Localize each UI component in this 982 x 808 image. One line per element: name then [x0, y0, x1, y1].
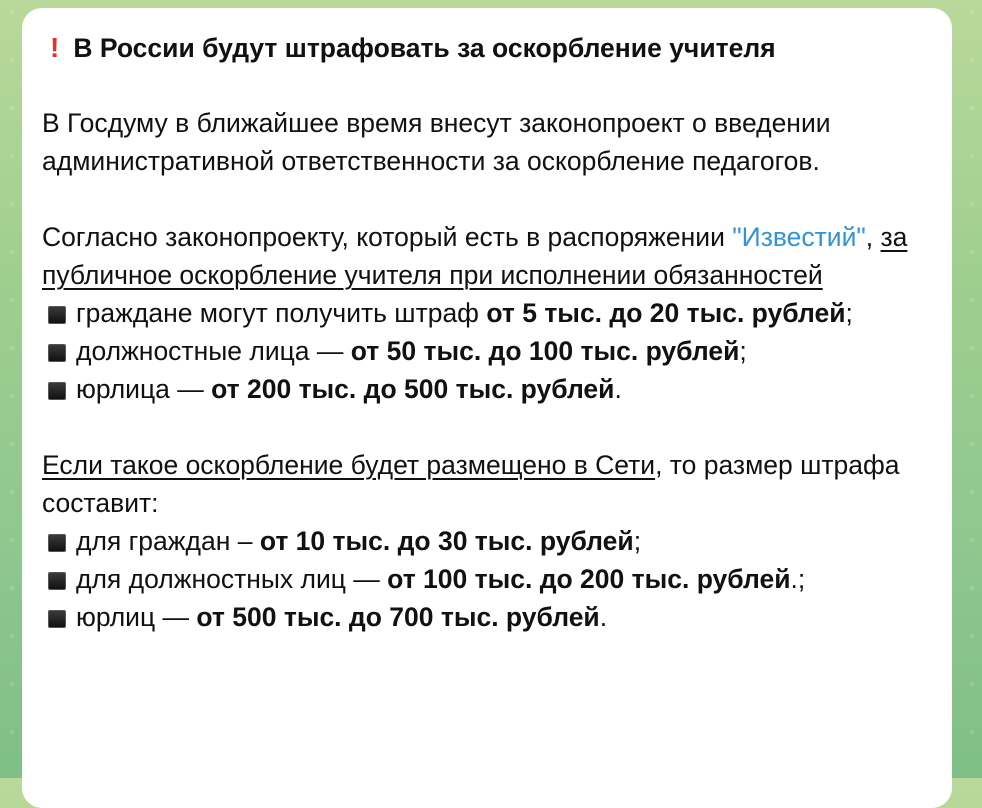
spacer	[42, 408, 934, 446]
black-square-bullet-icon	[48, 610, 66, 628]
message-title: В России будут штрафовать за оскорбление учителя	[73, 33, 776, 63]
list-item-text: для должностных лиц —	[76, 564, 388, 594]
list-item-text: граждане могут получить штраф	[76, 298, 487, 328]
list-item-text: должностные лица —	[76, 336, 351, 366]
spacer	[42, 66, 934, 104]
list-item	[42, 332, 934, 370]
paragraph-3-rest: , то размер штрафа составит:	[42, 450, 900, 518]
list-item-tail: ;	[845, 298, 853, 328]
black-square-bullet-icon	[48, 344, 66, 362]
list-item-text: юрлиц —	[76, 602, 197, 632]
list-item-amount: от 10 тыс. до 30 тыс. рублей	[259, 526, 634, 556]
message-title-row	[42, 30, 934, 66]
list-item-text: для граждан –	[76, 526, 260, 556]
list-item-amount: от 500 тыс. до 700 тыс. рублей	[196, 602, 600, 632]
list-item	[42, 370, 934, 408]
list-item-text: юрлица —	[76, 374, 212, 404]
paragraph-3-underlined: Если такое оскорбление будет размещено в Сети	[42, 450, 656, 480]
list-item-amount: от 5 тыс. до 20 тыс. рублей	[486, 298, 846, 328]
penalty-list-1	[42, 294, 934, 408]
list-item-amount: от 200 тыс. до 500 тыс. рублей	[211, 374, 615, 404]
black-square-bullet-icon	[48, 306, 66, 324]
list-item	[42, 560, 934, 598]
message-paragraph-3	[42, 446, 934, 522]
message-bubble	[22, 8, 952, 808]
message-paragraph-2	[42, 218, 934, 294]
list-item	[42, 522, 934, 560]
paragraph-2-comma: ,	[865, 222, 874, 252]
exclamation-mark-icon: !	[50, 32, 60, 63]
list-item-tail: ;	[739, 336, 747, 366]
paragraph-2-intro: Согласно законопроекту, который есть в распоряжении	[42, 222, 725, 252]
paragraph-2-underlined: за публичное оскорбление учителя при исполнении обязанностей	[42, 222, 908, 290]
list-item-tail: .	[599, 602, 608, 632]
izvestia-link[interactable]: "Известий"	[732, 222, 866, 252]
penalty-list-2	[42, 522, 934, 636]
list-item-tail: .;	[790, 564, 806, 594]
black-square-bullet-icon	[48, 534, 66, 552]
list-item-amount: от 50 тыс. до 100 тыс. рублей	[350, 336, 740, 366]
message-paragraph-1: В Госдуму в ближайшее время внесут законопроект о введении административной ответственности за оскорбление педагогов.	[42, 108, 831, 176]
list-item	[42, 294, 934, 332]
black-square-bullet-icon	[48, 382, 66, 400]
list-item-tail: .	[614, 374, 622, 404]
spacer	[42, 180, 934, 218]
list-item	[42, 598, 934, 636]
list-item-amount: от 100 тыс. до 200 тыс. рублей	[387, 564, 791, 594]
list-item-tail: ;	[633, 526, 642, 556]
black-square-bullet-icon	[48, 572, 66, 590]
